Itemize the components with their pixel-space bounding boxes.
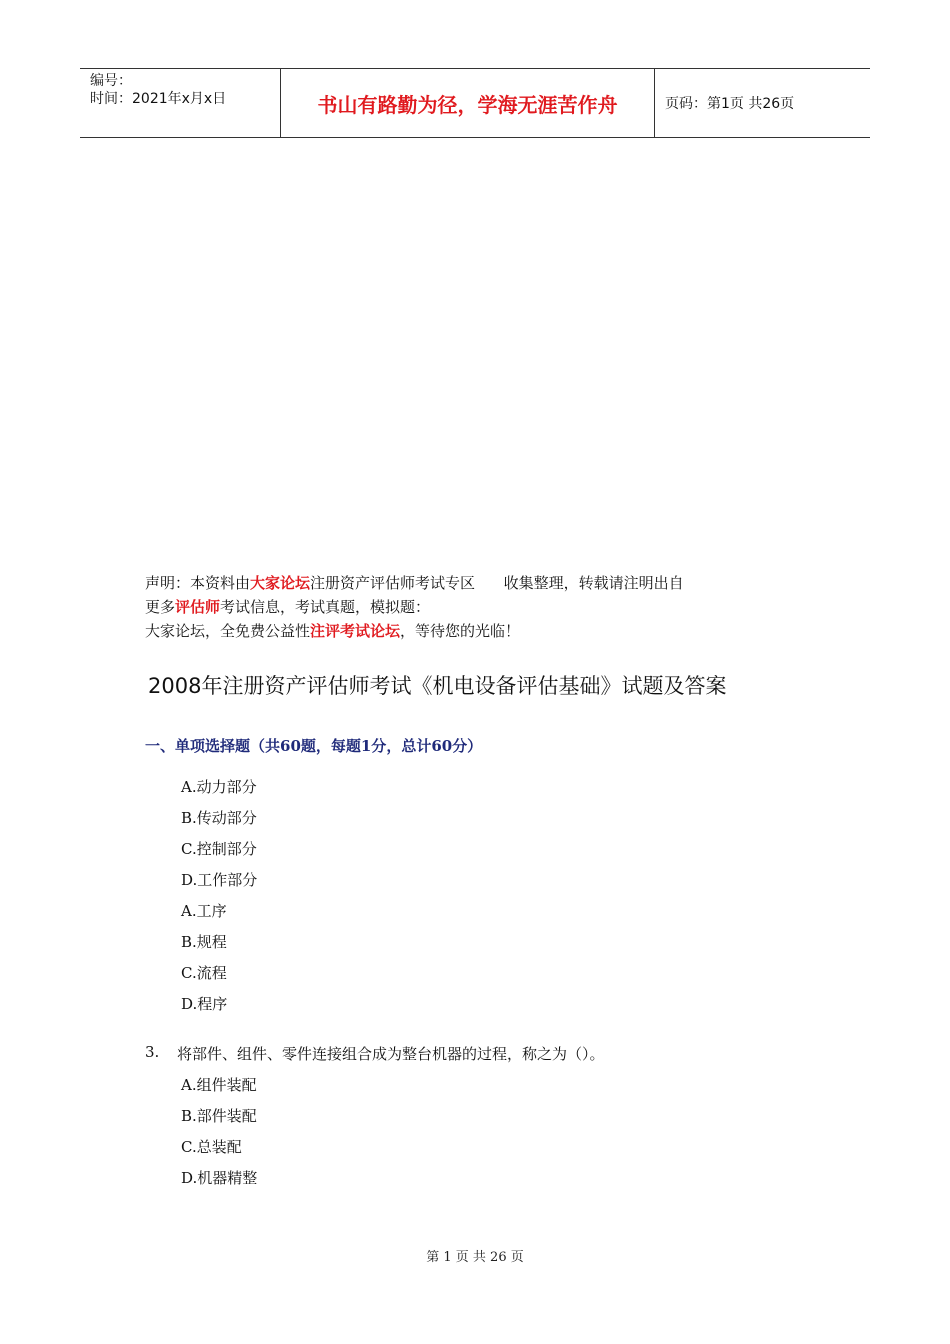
option-list-1	[181, 772, 257, 1020]
header-motto: 书山有路勤为径，学海无涯苦作舟	[281, 69, 655, 137]
header-page-info: 页码：第1页 共26页	[665, 96, 795, 112]
option-list-3	[181, 1070, 257, 1194]
notice-text: 声明：本资料由	[145, 574, 251, 592]
header-meta-cell	[80, 69, 281, 137]
time-label: 时间：2021年x月x日	[90, 91, 227, 107]
question-3	[145, 1043, 605, 1064]
notice-text: 考试信息，考试真题，模拟题：	[220, 598, 431, 616]
option-item: B.传动部分	[181, 809, 257, 827]
option-item: C.控制部分	[181, 840, 257, 858]
question-number: 3.	[145, 1043, 160, 1061]
question-text: 将部件、组件、零件连接组合成为整台机器的过程，称之为（）。	[177, 1045, 605, 1063]
notice-text: 更多	[145, 598, 176, 616]
document-title: 2008年注册资产评估师考试《机电设备评估基础》试题及答案	[148, 674, 727, 698]
option-item: A.工序	[181, 902, 227, 920]
option-item: D.程序	[181, 995, 228, 1013]
option-item: C.总装配	[181, 1138, 242, 1156]
option-item: C.流程	[181, 964, 227, 982]
notice-line-3	[145, 619, 684, 643]
option-item: B.规程	[181, 933, 227, 951]
option-item: D.机器精整	[181, 1169, 258, 1187]
page-footer: 第 1 页 共 26 页	[426, 1250, 524, 1265]
page-header	[80, 68, 870, 138]
section-heading: 一、单项选择题（共60题，每题1分，总计60分）	[145, 737, 483, 755]
number-label: 编号：	[90, 73, 132, 89]
option-item: B.部件装配	[181, 1107, 257, 1125]
forum-link[interactable]: 大家论坛	[250, 574, 311, 592]
option-item: A.组件装配	[181, 1076, 257, 1094]
notice-line-2	[145, 595, 684, 619]
disclaimer-notice	[145, 571, 684, 643]
exam-forum-link[interactable]: 注评考试论坛	[310, 622, 401, 640]
notice-text: 大家论坛，全免费公益性	[145, 622, 311, 640]
notice-text: 注册资产评估师考试专区 收集整理，转载请注明出自	[310, 574, 684, 592]
option-item: D.工作部分	[181, 871, 258, 889]
notice-line-1	[145, 571, 684, 595]
appraiser-link[interactable]: 评估师	[175, 598, 221, 616]
option-item: A.动力部分	[181, 778, 257, 796]
notice-text: ，等待您的光临！	[400, 622, 521, 640]
